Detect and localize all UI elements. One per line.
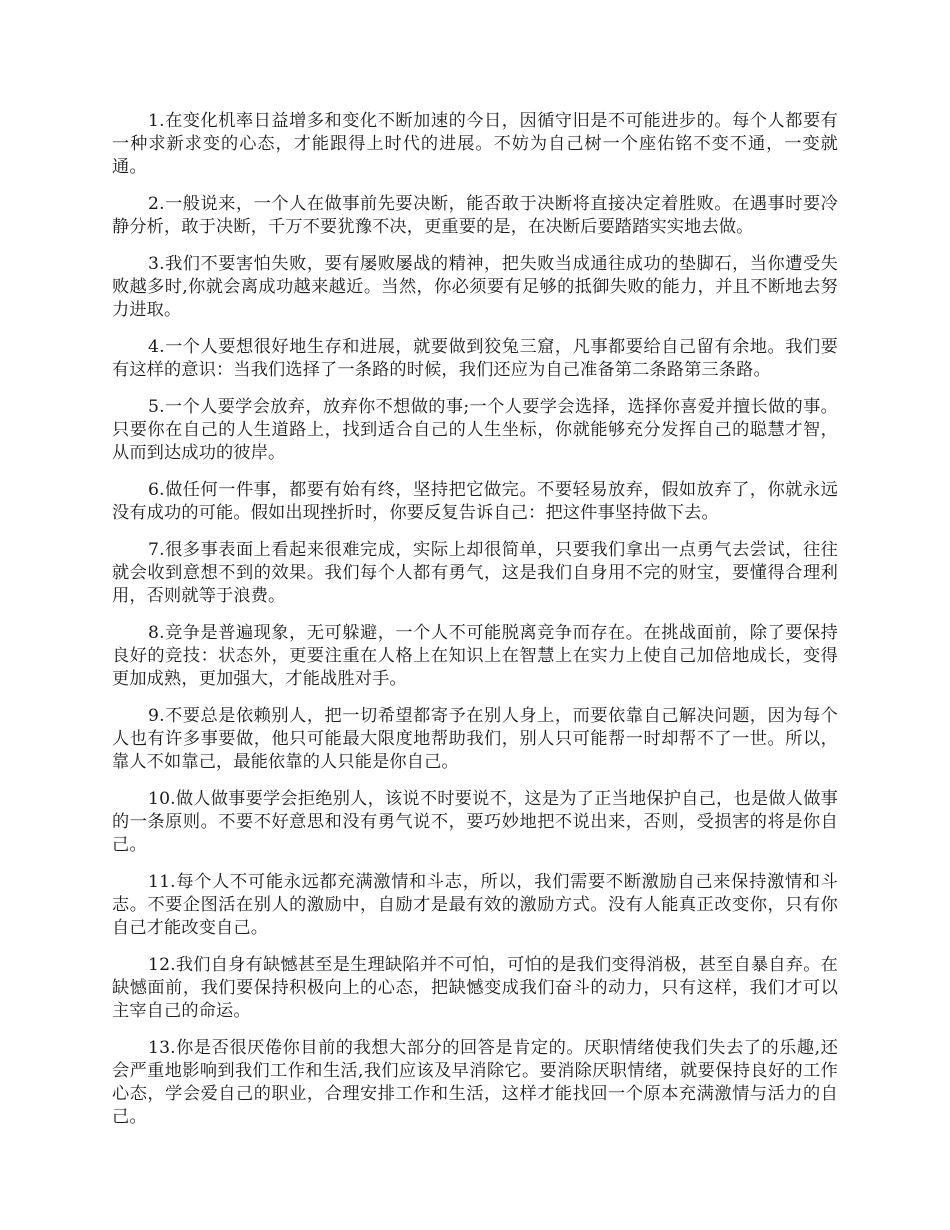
paragraph-5: 5.一个人要学会放弃，放弃你不想做的事;一个人要学会选择，选择你喜爱并擅长做的事。只要你在自己的人生道路上，找到适合自己的人生坐标，你就能够充分发挥自己的聪慧才智，从而到达成功的彼岸。 [112,397,838,463]
document-body [112,110,838,1143]
paragraph-12: 12.我们自身有缺憾甚至是生理缺陷并不可怕，可怕的是我们变得消极，甚至自暴自弃。在缺憾面前，我们要保持积极向上的心态，把缺憾变成我们奋斗的动力，只有这样，我们才可以主宰自己的命运。 [112,955,838,1021]
paragraph-2: 2.一般说来，一个人在做事前先要决断，能否敢于决断将直接决定着胜败。在遇事时要冷静分析，敢于决断，千万不要犹豫不决，更重要的是，在决断后要踏踏实实地去做。 [112,194,838,237]
paragraph-4: 4.一个人要想很好地生存和进展，就要做到狡兔三窟，凡事都要给自己留有余地。我们要有这样的意识：当我们选择了一条路的时候，我们还应为自己准备第二条路第三条路。 [112,337,838,380]
paragraph-8: 8.竞争是普遍现象，无可躲避，一个人不可能脱离竞争而存在。在挑战面前，除了要保持良好的竞技：状态外，更要注重在人格上在知识上在智慧上在实力上使自己加倍地成长，变得更加成熟，更加强大，才能战胜对手。 [112,623,838,689]
paragraph-9: 9.不要总是依赖别人，把一切希望都寄予在别人身上，而要依靠自己解决问题，因为每个人也有许多事要做，他只可能最大限度地帮助我们，别人只可能帮一时却帮不了一世。所以，靠人不如靠己，最能依靠的人只能是你自己。 [112,706,838,772]
paragraph-11: 11.每个人不可能永远都充满激情和斗志，所以，我们需要不断激励自己来保持激情和斗志。不要企图活在别人的激励中，自励才是最有效的激励方式。没有人能真正改变你，只有你自己才能改变自己。 [112,872,838,938]
paragraph-13: 13.你是否很厌倦你目前的我想大部分的回答是肯定的。厌职情绪使我们失去了的乐趣,还会严重地影响到我们工作和生活,我们应该及早消除它。要消除厌职情绪，就要保持良好的工作心态，学会爱自己的职业，合理安排工作和生活，这样才能找回一个原本充满激情与活力的自己。 [112,1038,838,1127]
paragraph-6: 6.做任何一件事，都要有始有终，坚持把它做完。不要轻易放弃，假如放弃了，你就永远没有成功的可能。假如出现挫折时，你要反复告诉自己：把这件事坚持做下去。 [112,480,838,523]
paragraph-1: 1.在变化机率日益增多和变化不断加速的今日，因循守旧是不可能进步的。每个人都要有一种求新求变的心态，才能跟得上时代的进展。不妨为自己树一个座佑铭不变不通，一变就通。 [112,111,838,177]
paragraph-7: 7.很多事表面上看起来很难完成，实际上却很简单，只要我们拿出一点勇气去尝试，往往就会收到意想不到的效果。我们每个人都有勇气，这是我们自身用不完的财宝，要懂得合理利用，否则就等于浪费。 [112,540,838,606]
paragraph-3: 3.我们不要害怕失败，要有屡败屡战的精神，把失败当成通往成功的垫脚石，当你遭受失败越多时,你就会离成功越来越近。当然，你必须要有足够的抵御失败的能力，并且不断地去努力进取。 [112,254,838,320]
paragraph-10: 10.做人做事要学会拒绝别人，该说不时要说不，这是为了正当地保护自己，也是做人做事的一条原则。不要不好意思和没有勇气说不，要巧妙地把不说出来，否则，受损害的将是你自己。 [112,789,838,855]
